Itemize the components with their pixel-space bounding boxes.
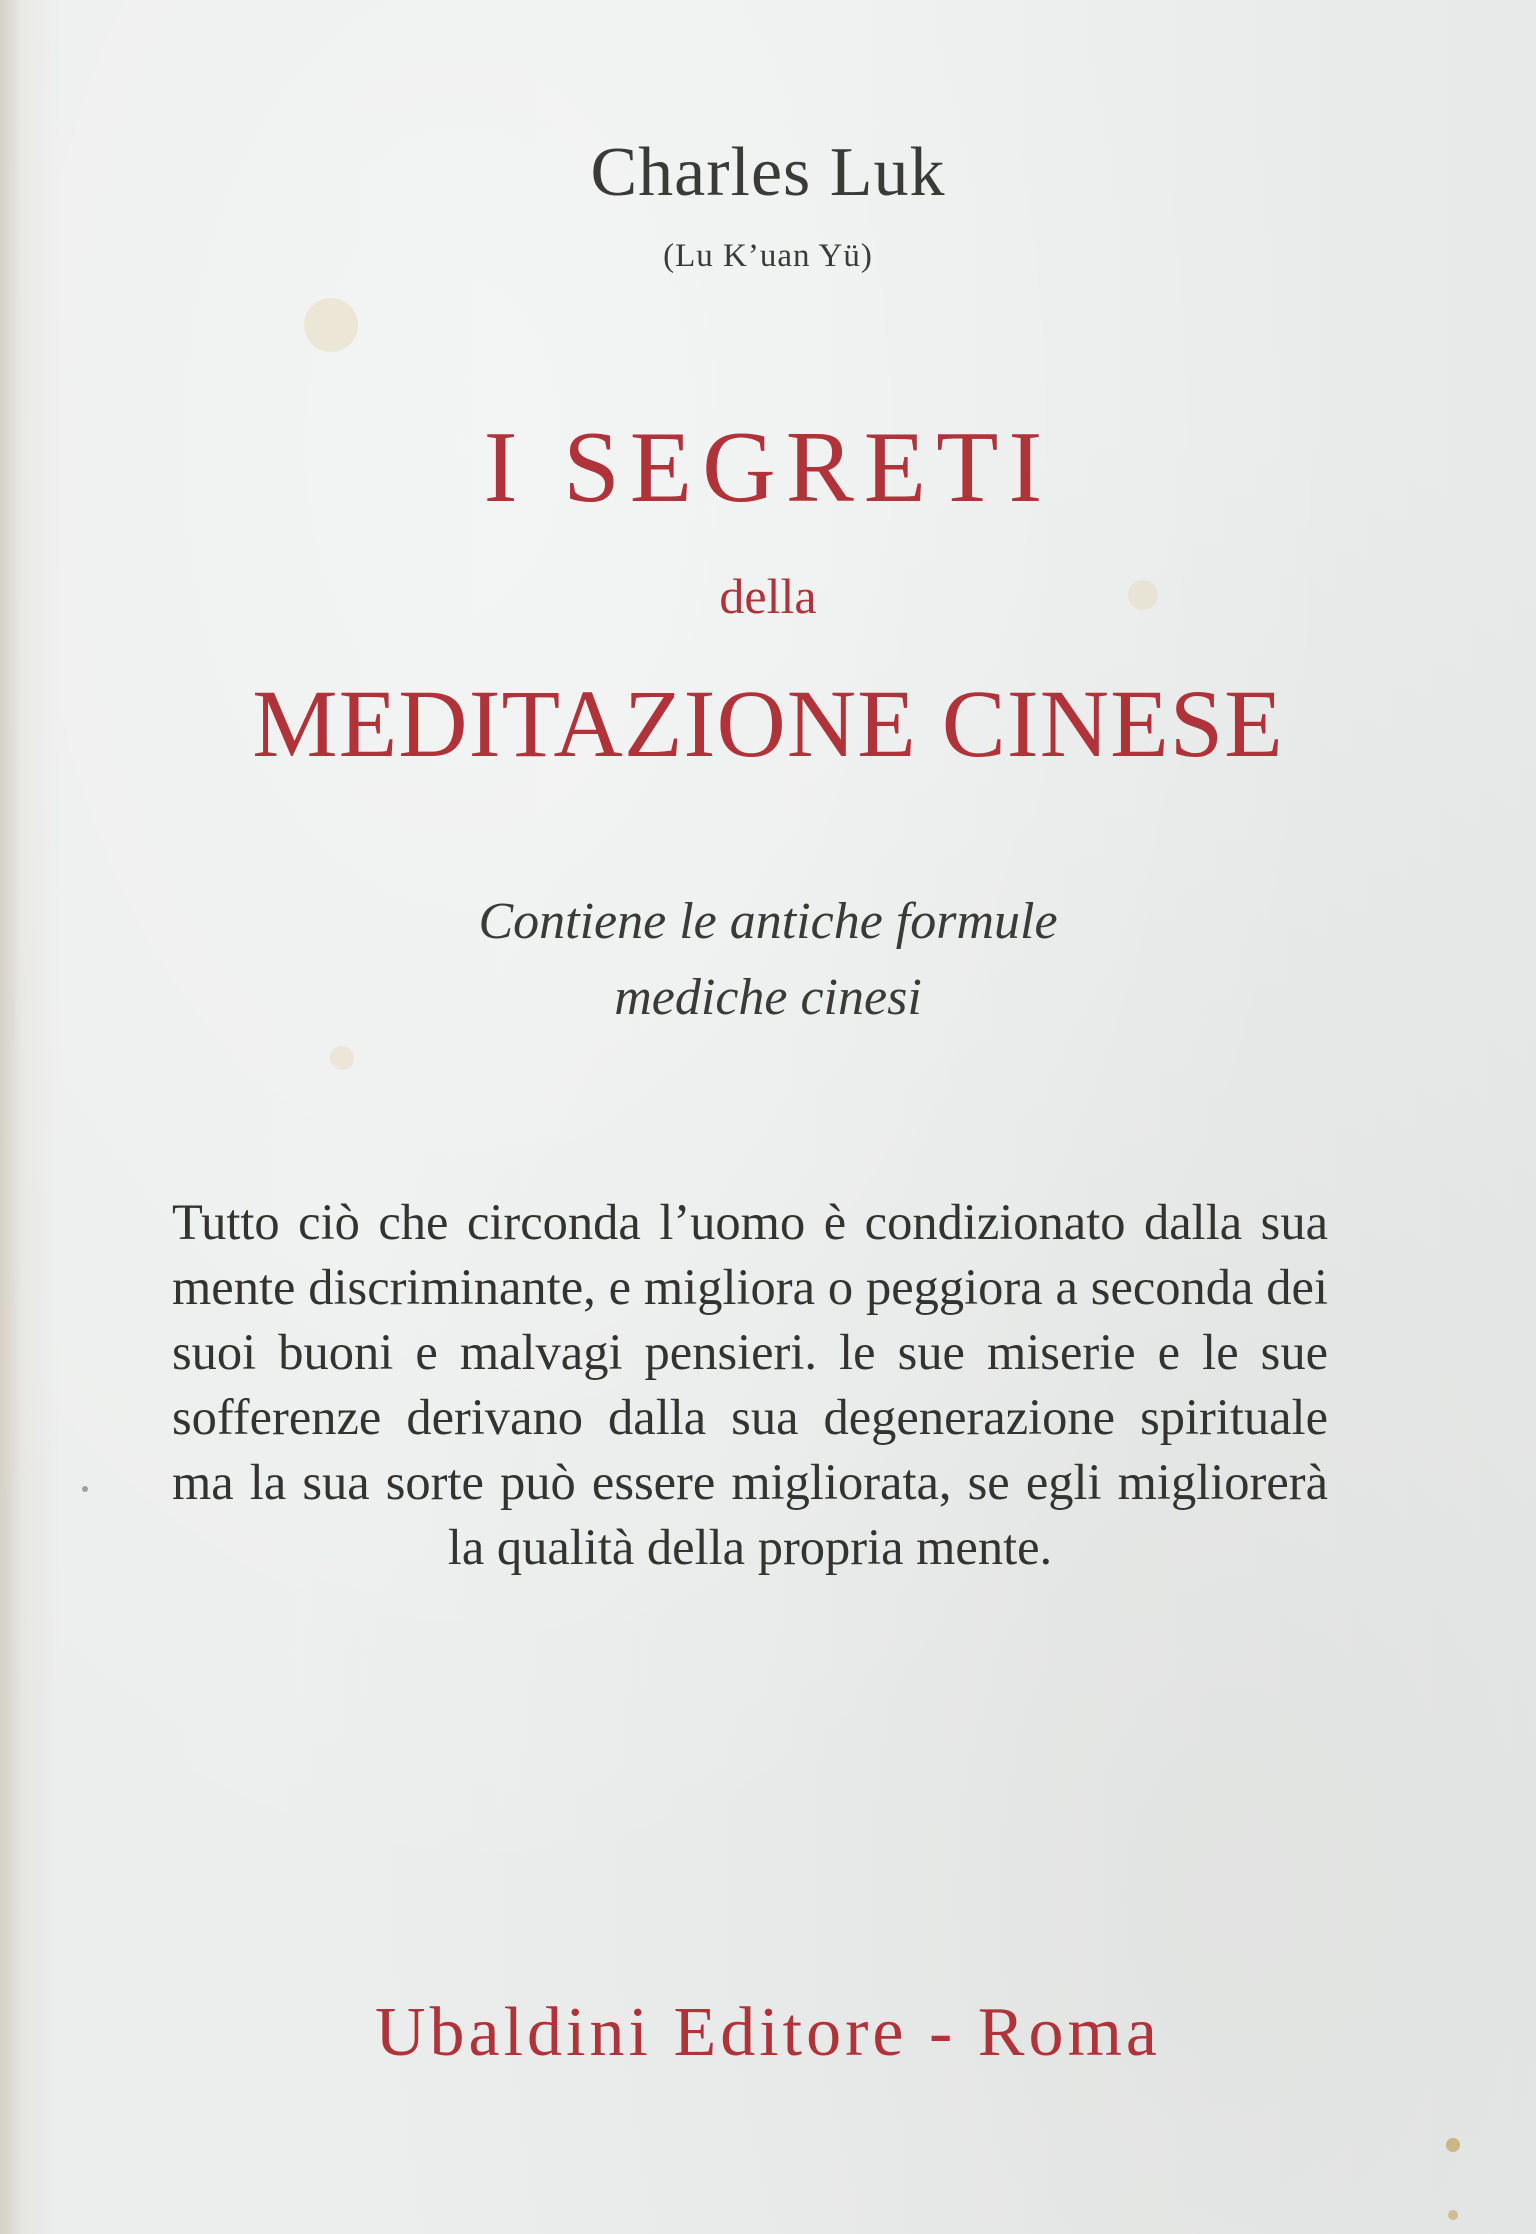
paper-stain <box>330 1046 354 1070</box>
paper-speck <box>1446 2138 1460 2152</box>
paper-stain <box>304 298 358 352</box>
paper-speck <box>1448 2210 1458 2220</box>
subtitle <box>0 884 1536 1036</box>
subtitle-line-2: mediche cinesi <box>614 969 922 1026</box>
title-line-1: I SEGRETI <box>483 411 1053 524</box>
title-line-2: della <box>719 568 817 624</box>
title-line-3: MEDITAZIONE CINESE <box>252 670 1284 777</box>
cover-blurb: Tutto ciò che circonda l’uomo è condizionato dalla sua mente discriminante, e migliora o peggiora a seconda dei suoi buoni e malvagi pensieri. le sue miserie e le sue sofferenze derivano dalla sua degenerazione spirituale ma la sua sorte può essere migliorata, se egli migliorerà la qualità della propria mente. <box>172 1194 1328 1575</box>
subtitle-line-1: Contiene le antiche formule <box>478 893 1058 950</box>
paper-speck <box>82 1486 88 1492</box>
author-name: Charles Luk <box>590 134 946 211</box>
paper-edge-shadow <box>0 0 22 2234</box>
author-pseudonym: (Lu K’uan Yü) <box>663 238 873 274</box>
publisher-name: Ubaldini Editore - Roma <box>374 1994 1162 2071</box>
